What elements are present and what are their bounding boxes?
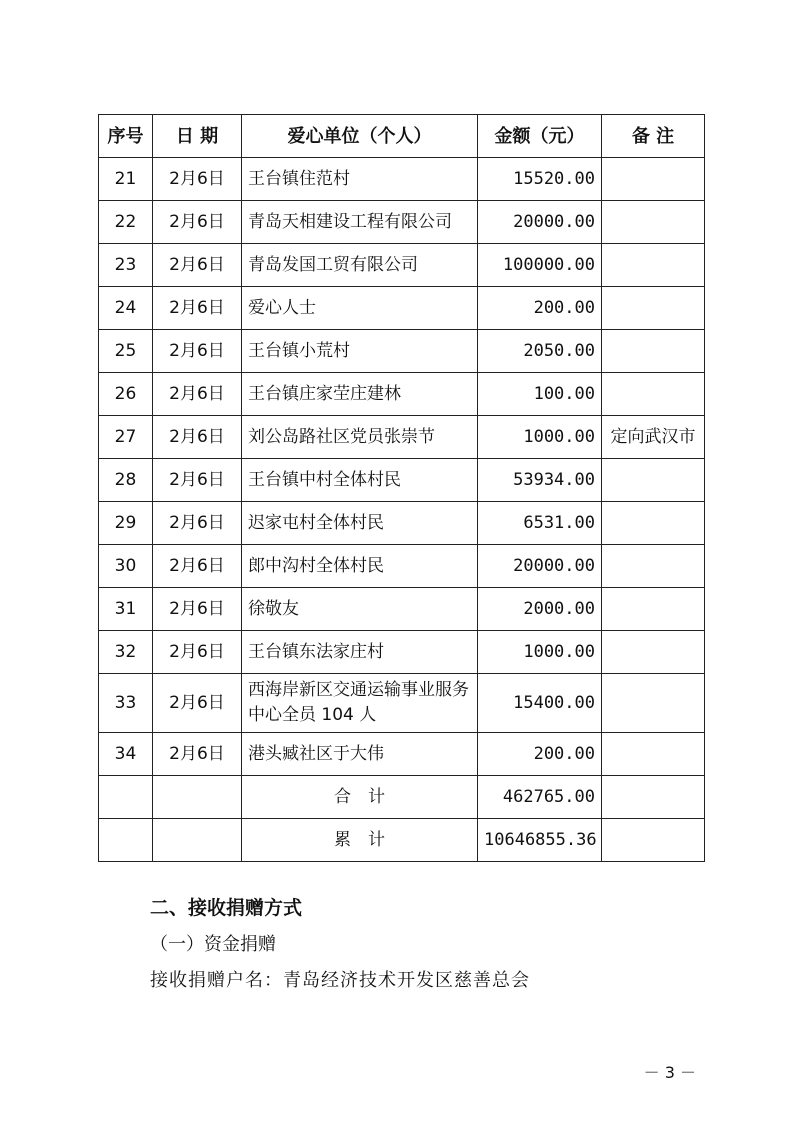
row-amount: 200.00 [478,733,602,776]
row-note [602,674,705,733]
row-num: 23 [99,244,153,287]
section-title: 二、接收捐赠方式 [150,897,303,919]
row-num: 30 [99,545,153,588]
row-note [602,287,705,330]
table-row [99,158,705,201]
row-num: 22 [99,201,153,244]
row-date: 2月6日 [153,459,242,502]
row-note [602,244,705,287]
header-date: 日 期 [153,115,242,158]
table-row [99,201,705,244]
row-num: 27 [99,416,153,459]
table-row [99,244,705,287]
row-donor: 王台镇小荒村 [242,330,478,373]
row-date: 2月6日 [153,330,242,373]
section-subtitle: （一）资金捐赠 [150,934,276,955]
row-date: 2月6日 [153,373,242,416]
row-date: 2月6日 [153,545,242,588]
row-amount: 15520.00 [478,158,602,201]
row-num: 28 [99,459,153,502]
row-amount: 2050.00 [478,330,602,373]
row-date: 2月6日 [153,287,242,330]
table-row [99,631,705,674]
row-amount: 20000.00 [478,545,602,588]
row-num: 32 [99,631,153,674]
table-row [99,545,705,588]
row-num: 21 [99,158,153,201]
cumulative-label: 累 计 [242,819,478,862]
row-note [602,459,705,502]
table-row [99,287,705,330]
row-date: 2月6日 [153,631,242,674]
row-num: 31 [99,588,153,631]
row-date: 2月6日 [153,588,242,631]
donation-table [98,114,705,862]
table-row [99,416,705,459]
subtotal-label: 合 计 [242,776,478,819]
table-row [99,459,705,502]
page-number: － 3 － [643,1063,696,1082]
header-note: 备 注 [602,115,705,158]
row-num: 24 [99,287,153,330]
row-date: 2月6日 [153,733,242,776]
row-note: 定向武汉市 [602,416,705,459]
subtotal-row [99,776,705,819]
row-date: 2月6日 [153,244,242,287]
row-note [602,373,705,416]
header-amount: 金额（元） [478,115,602,158]
row-donor: 王台镇中村全体村民 [242,459,478,502]
row-amount: 6531.00 [478,502,602,545]
row-donor: 青岛发国工贸有限公司 [242,244,478,287]
row-amount: 1000.00 [478,416,602,459]
row-donor: 徐敬友 [242,588,478,631]
row-amount: 2000.00 [478,588,602,631]
table-header-row [99,115,705,158]
row-date: 2月6日 [153,201,242,244]
row-date: 2月6日 [153,502,242,545]
row-date: 2月6日 [153,158,242,201]
table-row [99,733,705,776]
account-name-line: 接收捐赠户名：青岛经济技术开发区慈善总会 [150,970,530,991]
row-note [602,631,705,674]
cumulative-row [99,819,705,862]
row-amount: 200.00 [478,287,602,330]
row-note [602,201,705,244]
header-donor: 爱心单位（个人） [242,115,478,158]
row-date: 2月6日 [153,416,242,459]
row-num: 25 [99,330,153,373]
table-row [99,588,705,631]
row-num: 26 [99,373,153,416]
cumulative-amount: 10646855.36 [478,819,602,862]
header-num: 序号 [99,115,153,158]
row-date: 2月6日 [153,674,242,733]
row-note [602,733,705,776]
row-donor: 爱心人士 [242,287,478,330]
row-amount: 100.00 [478,373,602,416]
row-note [602,545,705,588]
row-donor: 王台镇住范村 [242,158,478,201]
row-amount: 15400.00 [478,674,602,733]
row-num: 34 [99,733,153,776]
row-donor: 西海岸新区交通运输事业服务中心全员 104 人 [242,674,478,733]
row-donor: 港头臧社区于大伟 [242,733,478,776]
row-donor: 青岛天相建设工程有限公司 [242,201,478,244]
row-donor: 刘公岛路社区党员张崇节 [242,416,478,459]
row-donor: 王台镇庄家茔庄建林 [242,373,478,416]
table-row [99,502,705,545]
row-note [602,588,705,631]
row-amount: 20000.00 [478,201,602,244]
table-row [99,674,705,733]
table-row [99,330,705,373]
row-amount: 1000.00 [478,631,602,674]
subtotal-amount: 462765.00 [478,776,602,819]
row-note [602,330,705,373]
row-note [602,502,705,545]
row-donor: 王台镇东法家庄村 [242,631,478,674]
row-donor: 迟家屯村全体村民 [242,502,478,545]
row-amount: 100000.00 [478,244,602,287]
table-body [99,158,705,776]
row-amount: 53934.00 [478,459,602,502]
row-num: 33 [99,674,153,733]
row-num: 29 [99,502,153,545]
row-donor: 郎中沟村全体村民 [242,545,478,588]
row-note [602,158,705,201]
table-row [99,373,705,416]
